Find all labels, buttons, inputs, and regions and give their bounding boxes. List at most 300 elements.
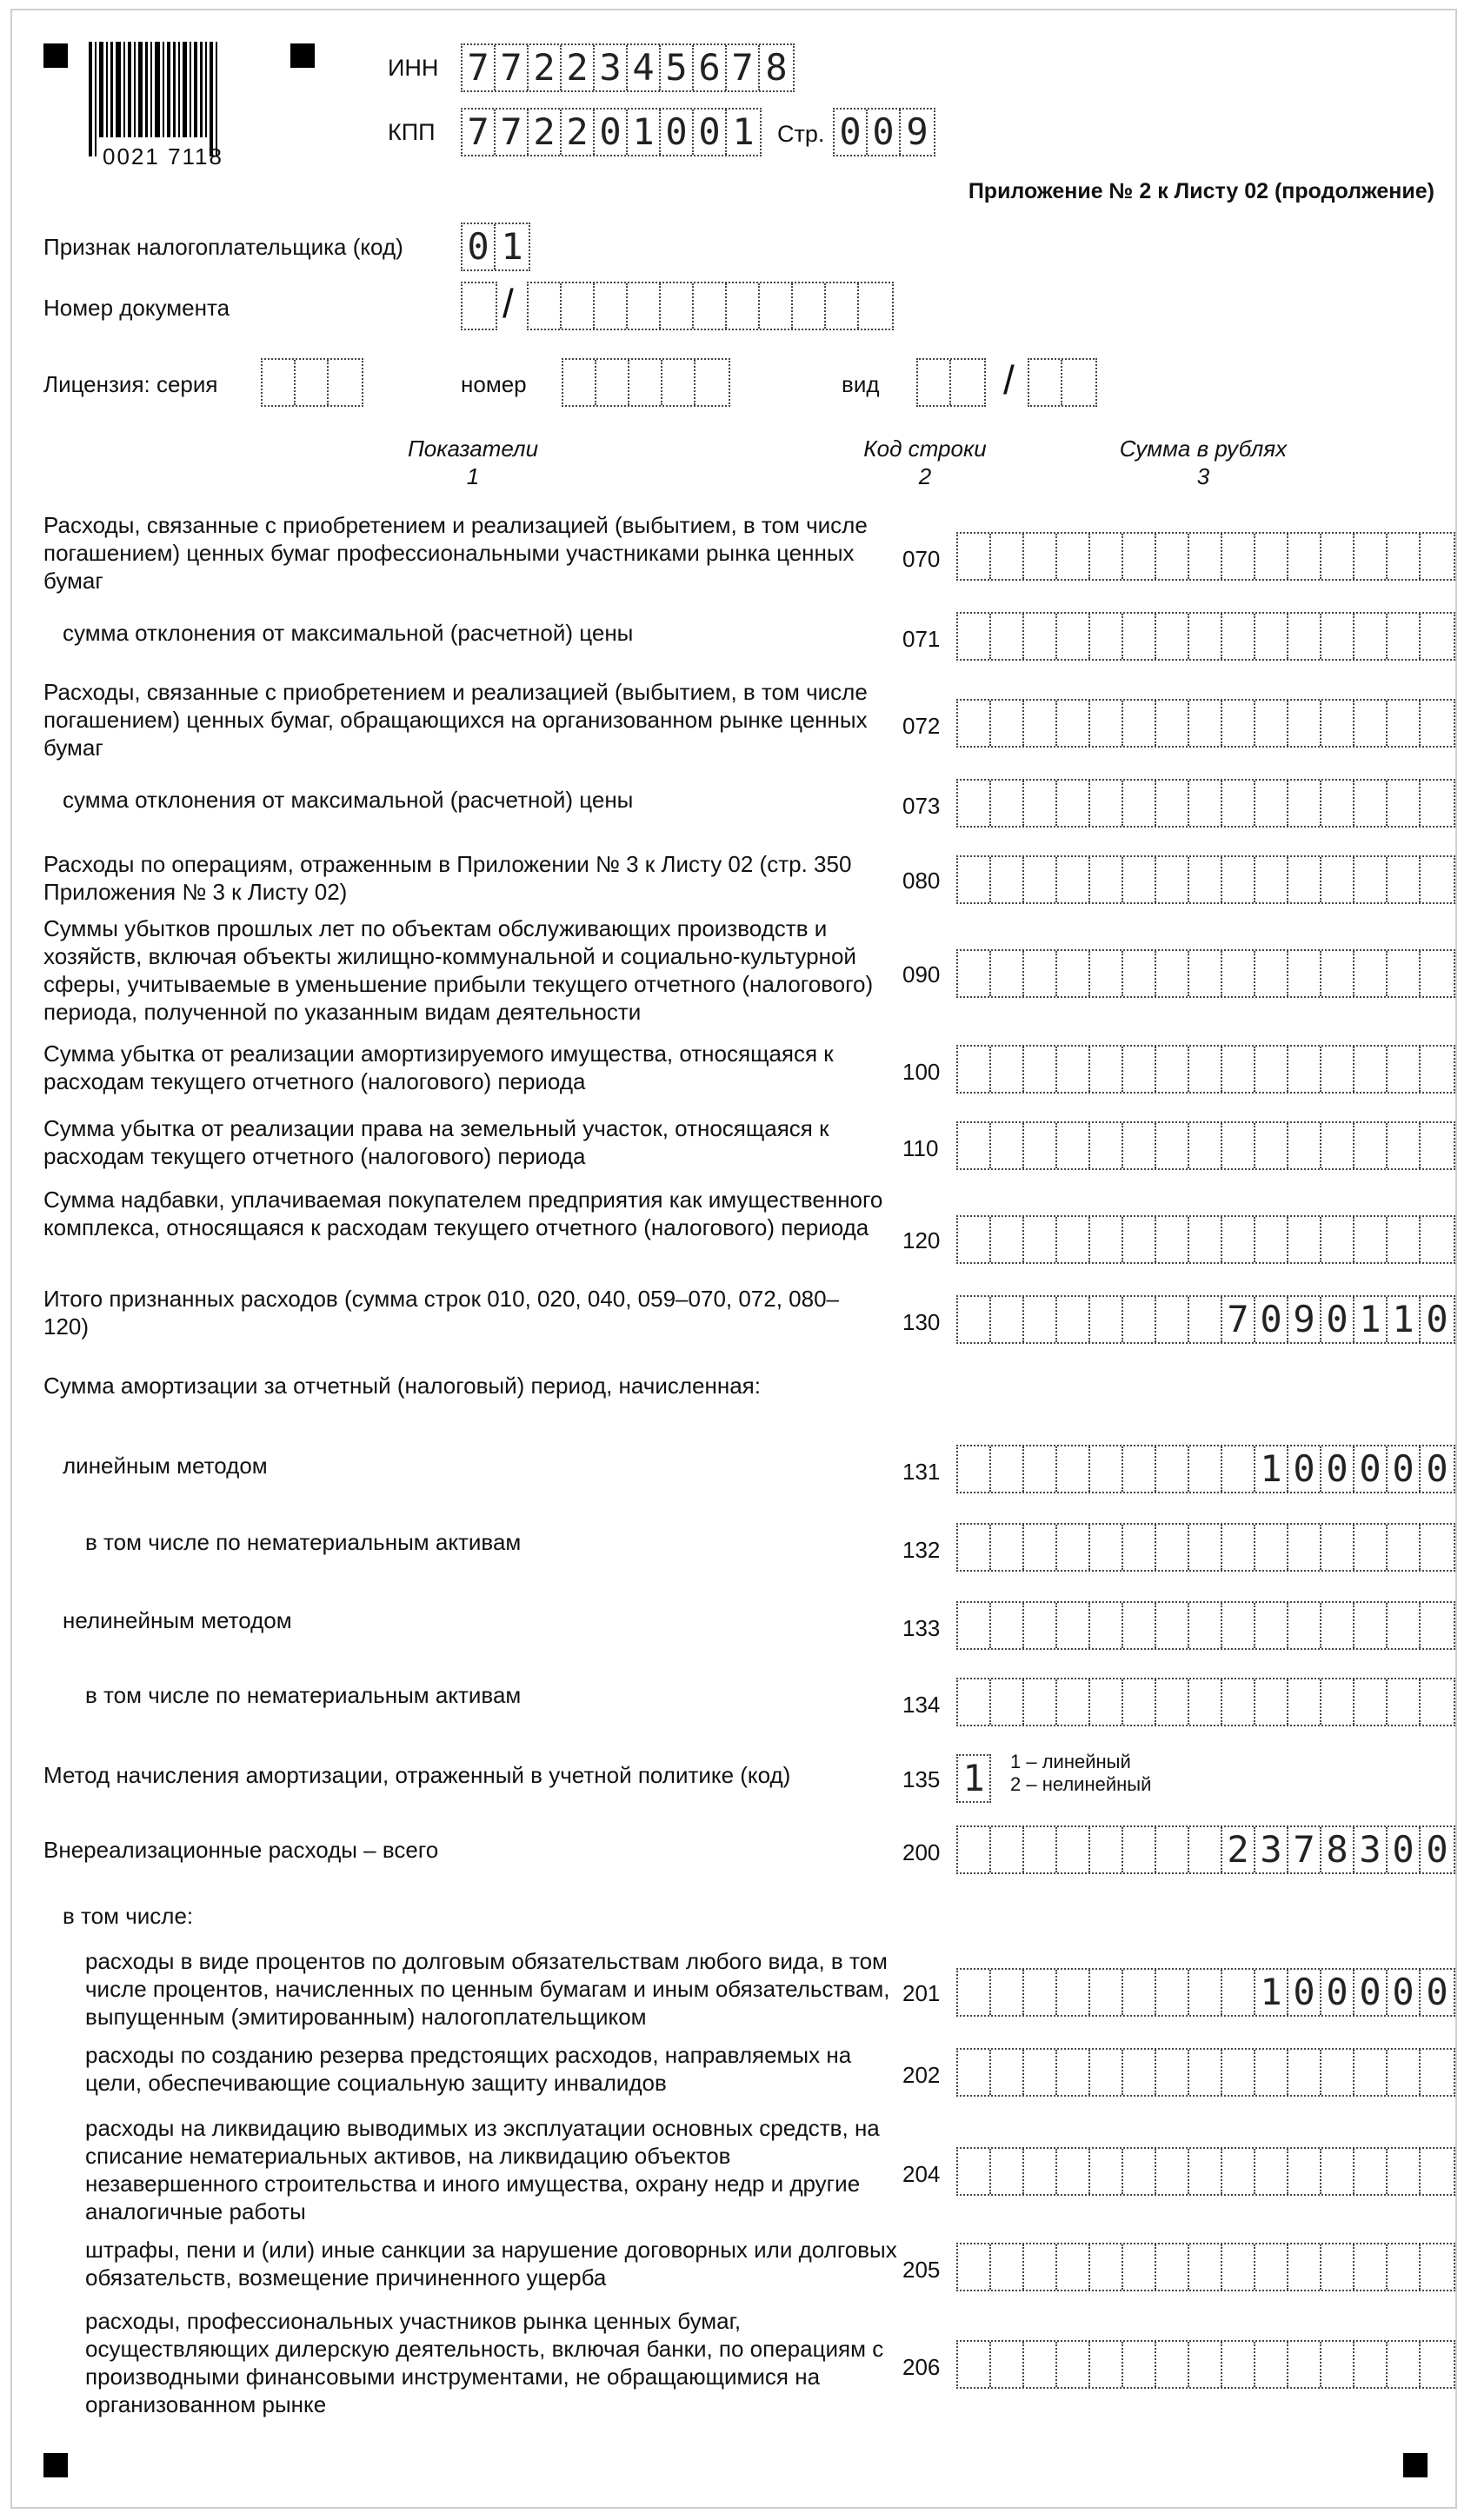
row-073-amount[interactable] <box>956 779 1455 828</box>
char-cell <box>1288 2050 1321 2095</box>
char-cell <box>1189 701 1222 746</box>
char-cell <box>1321 857 1355 902</box>
char-cell: 7 <box>463 110 496 155</box>
doc-number-field-part2[interactable] <box>527 282 894 330</box>
char-cell <box>1189 1446 1222 1492</box>
char-cell <box>263 360 296 405</box>
doc-number-field-part1[interactable] <box>461 282 497 330</box>
license-series-field[interactable] <box>261 358 363 407</box>
char-cell: 0 <box>1388 1446 1421 1492</box>
char-cell <box>1123 1297 1156 1342</box>
char-cell <box>1123 1603 1156 1648</box>
char-cell <box>826 283 859 329</box>
char-cell <box>1321 1679 1355 1725</box>
char-cell <box>1189 1217 1222 1262</box>
char-cell <box>1189 2342 1222 2387</box>
row-134-label: в том числе по нематериальным активам <box>85 1682 522 1708</box>
char-cell <box>1421 781 1454 826</box>
char-cell <box>1123 1446 1156 1492</box>
char-cell <box>1388 1679 1421 1725</box>
row-080-amount[interactable] <box>956 855 1455 904</box>
char-cell <box>958 2342 991 2387</box>
method-field[interactable] <box>956 1754 991 1803</box>
char-cell <box>1189 781 1222 826</box>
char-cell <box>1355 614 1388 659</box>
char-cell <box>1156 2342 1189 2387</box>
row-200-amount[interactable] <box>956 1825 1455 1874</box>
char-cell <box>1222 857 1255 902</box>
char-cell <box>1388 701 1421 746</box>
column-header-line-code: Код строки 2 <box>863 436 987 489</box>
char-cell <box>958 781 991 826</box>
char-cell <box>1024 781 1057 826</box>
char-cell: 1 <box>501 225 523 268</box>
row-110-amount[interactable] <box>956 1121 1455 1170</box>
char-cell <box>1057 2342 1090 2387</box>
license-type-slash: / <box>1003 357 1015 402</box>
char-cell <box>991 781 1024 826</box>
char-cell <box>1355 2149 1388 2194</box>
char-cell <box>1123 1827 1156 1872</box>
char-cell: 7 <box>496 45 529 90</box>
char-cell <box>958 1047 991 1092</box>
char-cell <box>1156 701 1189 746</box>
char-cell: 1 <box>732 110 755 153</box>
row-202-label: расходы по созданию резерва предстоящих расходов, направляемых на цели, обеспечивающие социальную защиту инвалидов <box>85 2042 852 2096</box>
char-cell <box>1123 2149 1156 2194</box>
license-number-label: номер <box>461 371 527 397</box>
char-cell <box>1189 1603 1222 1648</box>
char-cell <box>760 283 793 329</box>
char-cell <box>1222 1123 1255 1168</box>
row-131-amount[interactable] <box>956 1445 1455 1493</box>
char-cell <box>1189 2050 1222 2095</box>
char-cell <box>1321 701 1355 746</box>
char-cell <box>562 283 595 329</box>
char-cell <box>1057 2244 1090 2290</box>
char-cell <box>1255 2149 1288 2194</box>
license-series-label: Лицензия: серия <box>43 371 218 397</box>
char-cell <box>1090 2149 1123 2194</box>
char-cell <box>1421 1603 1454 1648</box>
char-cell <box>1090 2244 1123 2290</box>
method-label: Метод начисления амортизации, отраженный в учетной политике (код) <box>43 1762 791 1788</box>
row-206-code: 206 <box>902 2354 941 2380</box>
char-cell <box>1156 1679 1189 1725</box>
char-cell <box>529 283 562 329</box>
char-cell <box>991 1047 1024 1092</box>
char-cell <box>1090 1679 1123 1725</box>
char-cell <box>1156 2050 1189 2095</box>
char-cell <box>1057 2050 1090 2095</box>
char-cell <box>1355 781 1388 826</box>
char-cell <box>1090 781 1123 826</box>
char-cell <box>1321 2244 1355 2290</box>
char-cell <box>991 2050 1024 2095</box>
char-cell <box>958 1679 991 1725</box>
method-option-nonlinear: 2 – нелинейный <box>1010 1773 1152 1795</box>
char-cell <box>1156 614 1189 659</box>
char-cell <box>1123 2342 1156 2387</box>
char-cell <box>1123 1970 1156 2015</box>
row-200-code: 200 <box>902 1839 941 1865</box>
char-cell <box>991 1217 1024 1262</box>
row-090-label: Суммы убытков прошлых лет по объектам обслуживающих производств и хозяйств, включая объекты жилищно-коммунальной и социально-культурной сферы, учитываемые в уменьшение прибыли текущего отчетного (налогового) периода, полученной по указанным видам деятельности <box>43 915 874 1025</box>
inn-label: ИНН <box>388 55 439 81</box>
row-130-code: 130 <box>902 1309 941 1335</box>
char-cell: 0 <box>868 110 901 155</box>
license-type-field-part1[interactable] <box>916 358 986 407</box>
row-070-amount[interactable] <box>956 532 1455 581</box>
char-cell: 5 <box>661 45 694 90</box>
char-cell <box>991 534 1024 579</box>
char-cell: 7 <box>496 110 529 155</box>
char-cell: 0 <box>1426 1447 1448 1490</box>
char-cell <box>958 951 991 996</box>
kpp-label: КПП <box>388 119 436 145</box>
char-cell <box>1255 1047 1288 1092</box>
char-cell <box>1057 534 1090 579</box>
char-cell <box>1321 534 1355 579</box>
char-cell <box>1255 2050 1288 2095</box>
char-cell <box>1057 1970 1090 2015</box>
char-cell <box>1189 2244 1222 2290</box>
char-cell <box>1288 857 1321 902</box>
char-cell <box>1090 1970 1123 2015</box>
char-cell: 0 <box>1426 1971 1448 2013</box>
row-206-amount[interactable] <box>956 2340 1455 2389</box>
char-cell <box>1090 857 1123 902</box>
char-cell <box>958 1603 991 1648</box>
char-cell <box>958 1525 991 1570</box>
char-cell <box>1024 534 1057 579</box>
row-070-label: Расходы, связанные с приобретением и реализацией (выбытием, в том числе погашением) ценных бумаг профессиональными участниками рынка ценных бумаг <box>43 512 868 594</box>
char-cell <box>1123 1679 1156 1725</box>
page-field[interactable] <box>833 108 935 156</box>
char-cell: 8 <box>765 46 788 89</box>
row-133-amount[interactable] <box>956 1601 1455 1650</box>
char-cell <box>1321 1603 1355 1648</box>
row-133-label: нелинейным методом <box>63 1607 292 1633</box>
char-cell <box>1156 1970 1189 2015</box>
char-cell: 3 <box>1355 1827 1388 1872</box>
row-201-label: расходы в виде процентов по долговым обязательствам любого вида, в том числе процентов, начисленных по ценным бумагам и иным обязательствам, выпущенным (эмитированным) налогоплательщиком <box>85 1948 890 2030</box>
taxpayer-sign-field[interactable] <box>461 223 530 271</box>
row-120-code: 120 <box>902 1227 941 1253</box>
char-cell <box>1421 1525 1454 1570</box>
char-cell: 7 <box>463 45 496 90</box>
char-cell <box>1388 1603 1421 1648</box>
char-cell: 0 <box>1321 1970 1355 2015</box>
row-072-amount[interactable] <box>956 699 1455 748</box>
row-080-label: Расходы по операциям, отраженным в Приложении № 3 к Листу 02 (стр. 350 Приложения № 3 к Листу 02) <box>43 851 852 905</box>
char-cell <box>1222 2050 1255 2095</box>
char-cell <box>958 1827 991 1872</box>
row-120-amount[interactable] <box>956 1215 1455 1264</box>
char-cell: 7 <box>727 45 760 90</box>
appendix-title: Приложение № 2 к Листу 02 (продолжение) <box>968 179 1434 203</box>
char-cell: 1 <box>962 1757 985 1799</box>
char-cell <box>628 283 661 329</box>
char-cell <box>1321 1217 1355 1262</box>
row-073-code: 073 <box>902 793 941 819</box>
char-cell <box>1090 1446 1123 1492</box>
char-cell: 0 <box>1426 1828 1448 1871</box>
char-cell <box>1288 534 1321 579</box>
char-cell <box>1090 1297 1123 1342</box>
char-cell <box>1222 1446 1255 1492</box>
char-cell <box>1255 2342 1288 2387</box>
char-cell: 0 <box>595 110 628 155</box>
form-page <box>10 9 1457 2509</box>
char-cell: 3 <box>1255 1827 1288 1872</box>
method-code: 135 <box>902 1766 941 1792</box>
char-cell <box>1255 2244 1288 2290</box>
char-cell <box>1189 534 1222 579</box>
row-204-code: 204 <box>902 2161 941 2187</box>
char-cell: 1 <box>1255 1446 1288 1492</box>
char-cell <box>1288 701 1321 746</box>
row-071-label: сумма отклонения от максимальной (расчетной) цены <box>63 620 634 646</box>
char-cell <box>1024 1047 1057 1092</box>
row-201-amount[interactable] <box>956 1968 1455 2017</box>
char-cell: 8 <box>1321 1827 1355 1872</box>
char-cell <box>1421 2244 1454 2290</box>
char-cell <box>958 2050 991 2095</box>
char-cell <box>1388 1047 1421 1092</box>
char-cell <box>1057 1047 1090 1092</box>
license-number-field[interactable] <box>562 358 730 407</box>
barcode <box>89 42 220 155</box>
char-cell <box>1222 1217 1255 1262</box>
corner-marker-bottom-right <box>1403 2453 1428 2477</box>
char-cell <box>1090 951 1123 996</box>
row-071-code: 071 <box>902 626 941 652</box>
row-204-amount[interactable] <box>956 2147 1455 2196</box>
license-type-field-part2[interactable] <box>1028 358 1097 407</box>
char-cell <box>1024 614 1057 659</box>
char-cell <box>1024 1525 1057 1570</box>
char-cell <box>1156 1123 1189 1168</box>
char-cell: 3 <box>595 45 628 90</box>
char-cell <box>1090 1827 1123 1872</box>
row-130-label: Итого признанных расходов (сумма строк 010, 020, 040, 059–070, 072, 080–120) <box>43 1286 840 1340</box>
row-200-label: Внереализационные расходы – всего <box>43 1837 439 1863</box>
row-131-label: линейным методом <box>63 1453 268 1479</box>
char-cell <box>1222 2149 1255 2194</box>
char-cell <box>1421 1679 1454 1725</box>
row-201-code: 201 <box>902 1980 941 2006</box>
row-202-amount[interactable] <box>956 2048 1455 2097</box>
char-cell <box>1189 1047 1222 1092</box>
char-cell <box>661 283 694 329</box>
row-071-amount[interactable] <box>956 612 1455 661</box>
char-cell <box>1024 1297 1057 1342</box>
char-cell <box>1156 1603 1189 1648</box>
char-cell <box>1222 781 1255 826</box>
char-cell: 0 <box>835 110 868 155</box>
row-090-code: 090 <box>902 961 941 987</box>
doc-number-label: Номер документа <box>43 295 230 321</box>
char-cell <box>1388 614 1421 659</box>
char-cell <box>991 2244 1024 2290</box>
char-cell <box>1288 1679 1321 1725</box>
license-type-label: вид <box>842 371 880 397</box>
char-cell <box>1288 1525 1321 1570</box>
char-cell <box>1057 1525 1090 1570</box>
row-134-amount[interactable] <box>956 1678 1455 1726</box>
char-cell <box>991 951 1024 996</box>
char-cell <box>1189 1525 1222 1570</box>
char-cell <box>958 1297 991 1342</box>
char-cell <box>1024 951 1057 996</box>
char-cell <box>1090 1603 1123 1648</box>
method-option-linear: 1 – линейный <box>1010 1751 1131 1772</box>
char-cell <box>1156 857 1189 902</box>
char-cell <box>951 360 984 405</box>
row-204-label: расходы на ликвидацию выводимых из эксплуатации основных средств, на списание нематериальных активов, на ликвидацию объектов незавершенного строительства и иного имущества, охрану недр и другие аналогичные работы <box>85 2115 880 2224</box>
char-cell: 9 <box>1288 1297 1321 1342</box>
char-cell <box>1355 951 1388 996</box>
row-072-label: Расходы, связанные с приобретением и реализацией (выбытием, в том числе погашением) ценных бумаг, обращающихся на организованном рынке ценных бумаг <box>43 679 868 761</box>
char-cell <box>1222 951 1255 996</box>
char-cell <box>296 360 329 405</box>
barcode-number: 0021 7118 <box>103 143 223 170</box>
char-cell <box>1090 701 1123 746</box>
char-cell <box>595 283 628 329</box>
char-cell <box>1421 951 1454 996</box>
char-cell <box>991 2149 1024 2194</box>
row-100-amount[interactable] <box>956 1045 1455 1094</box>
row-133-code: 133 <box>902 1615 941 1641</box>
char-cell <box>1057 1217 1090 1262</box>
char-cell: 0 <box>1426 1298 1448 1340</box>
char-cell <box>1255 1603 1288 1648</box>
char-cell <box>991 1827 1024 1872</box>
char-cell <box>1024 2149 1057 2194</box>
char-cell <box>958 534 991 579</box>
row-132-code: 132 <box>902 1537 941 1563</box>
row-205-code: 205 <box>902 2257 941 2283</box>
char-cell <box>1156 1827 1189 1872</box>
char-cell <box>696 360 729 405</box>
row-090-amount[interactable] <box>956 949 1455 998</box>
inn-field[interactable] <box>461 43 795 92</box>
char-cell <box>1090 534 1123 579</box>
char-cell: 0 <box>1288 1446 1321 1492</box>
char-cell <box>1189 1827 1222 1872</box>
char-cell <box>1057 857 1090 902</box>
char-cell <box>1024 857 1057 902</box>
char-cell <box>1355 701 1388 746</box>
char-cell: 2 <box>529 110 562 155</box>
char-cell <box>1057 1679 1090 1725</box>
char-cell: 2 <box>562 110 595 155</box>
corner-marker-top-right <box>290 43 315 68</box>
char-cell <box>958 1446 991 1492</box>
char-cell <box>1321 781 1355 826</box>
char-cell <box>463 283 496 329</box>
row-072-code: 072 <box>902 713 941 739</box>
char-cell <box>1123 781 1156 826</box>
char-cell <box>1156 1217 1189 1262</box>
row-205-amount[interactable] <box>956 2243 1455 2291</box>
char-cell <box>1189 1297 1222 1342</box>
char-cell <box>1024 2050 1057 2095</box>
char-cell <box>1321 2342 1355 2387</box>
char-cell <box>991 2342 1024 2387</box>
row-080-code: 080 <box>902 868 941 894</box>
char-cell: 1 <box>1255 1970 1288 2015</box>
char-cell <box>1057 614 1090 659</box>
kpp-field[interactable] <box>461 108 762 156</box>
char-cell <box>991 1525 1024 1570</box>
corner-marker-top-left <box>43 43 68 68</box>
char-cell <box>1156 781 1189 826</box>
char-cell <box>1255 951 1288 996</box>
char-cell <box>1355 2342 1388 2387</box>
char-cell <box>1057 1123 1090 1168</box>
char-cell <box>1156 2244 1189 2290</box>
char-cell <box>1288 2342 1321 2387</box>
row-120-label: Сумма надбавки, уплачиваемая покупателем предприятия как имущественного комплекса, относящаяся к расходам текущего отчетного (налогового) периода <box>43 1187 883 1240</box>
amortization-heading: Сумма амортизации за отчетный (налоговый) период, начисленная: <box>43 1373 761 1399</box>
char-cell <box>1123 701 1156 746</box>
char-cell <box>958 1970 991 2015</box>
char-cell <box>1156 951 1189 996</box>
char-cell <box>1355 2050 1388 2095</box>
char-cell <box>1255 781 1288 826</box>
char-cell: 1 <box>1388 1297 1421 1342</box>
row-110-code: 110 <box>902 1135 939 1161</box>
row-110-label: Сумма убытка от реализации права на земельный участок, относящаяся к расходам текущего отчетного (налогового) периода <box>43 1115 829 1169</box>
char-cell <box>1288 614 1321 659</box>
char-cell <box>1288 1123 1321 1168</box>
char-cell <box>1255 614 1288 659</box>
char-cell <box>1189 2149 1222 2194</box>
char-cell <box>1156 1446 1189 1492</box>
char-cell: 7 <box>1222 1297 1255 1342</box>
char-cell <box>1321 2149 1355 2194</box>
char-cell <box>1090 614 1123 659</box>
char-cell <box>918 360 951 405</box>
char-cell <box>1355 1217 1388 1262</box>
row-132-amount[interactable] <box>956 1523 1455 1572</box>
char-cell <box>1024 1217 1057 1262</box>
char-cell: 1 <box>628 110 661 155</box>
char-cell <box>1222 1679 1255 1725</box>
char-cell <box>1156 1047 1189 1092</box>
char-cell: 2 <box>1222 1827 1255 1872</box>
char-cell <box>1355 857 1388 902</box>
char-cell <box>1123 857 1156 902</box>
row-205-label: штрафы, пени и (или) иные санкции за нарушение договорных или долговых обязательств, возмещение причиненного ущерба <box>85 2237 897 2291</box>
char-cell <box>1421 857 1454 902</box>
char-cell <box>1255 857 1288 902</box>
char-cell <box>1288 1047 1321 1092</box>
char-cell <box>958 614 991 659</box>
char-cell <box>1024 1603 1057 1648</box>
row-130-amount[interactable] <box>956 1295 1455 1344</box>
char-cell <box>1024 1827 1057 1872</box>
char-cell <box>958 701 991 746</box>
char-cell <box>1222 1970 1255 2015</box>
char-cell <box>1288 781 1321 826</box>
char-cell: 0 <box>1355 1446 1388 1492</box>
char-cell <box>1057 1446 1090 1492</box>
char-cell <box>329 360 362 405</box>
row-100-label: Сумма убытка от реализации амортизируемого имущества, относящаяся к расходам текущего отчетного (налогового) периода <box>43 1041 834 1094</box>
